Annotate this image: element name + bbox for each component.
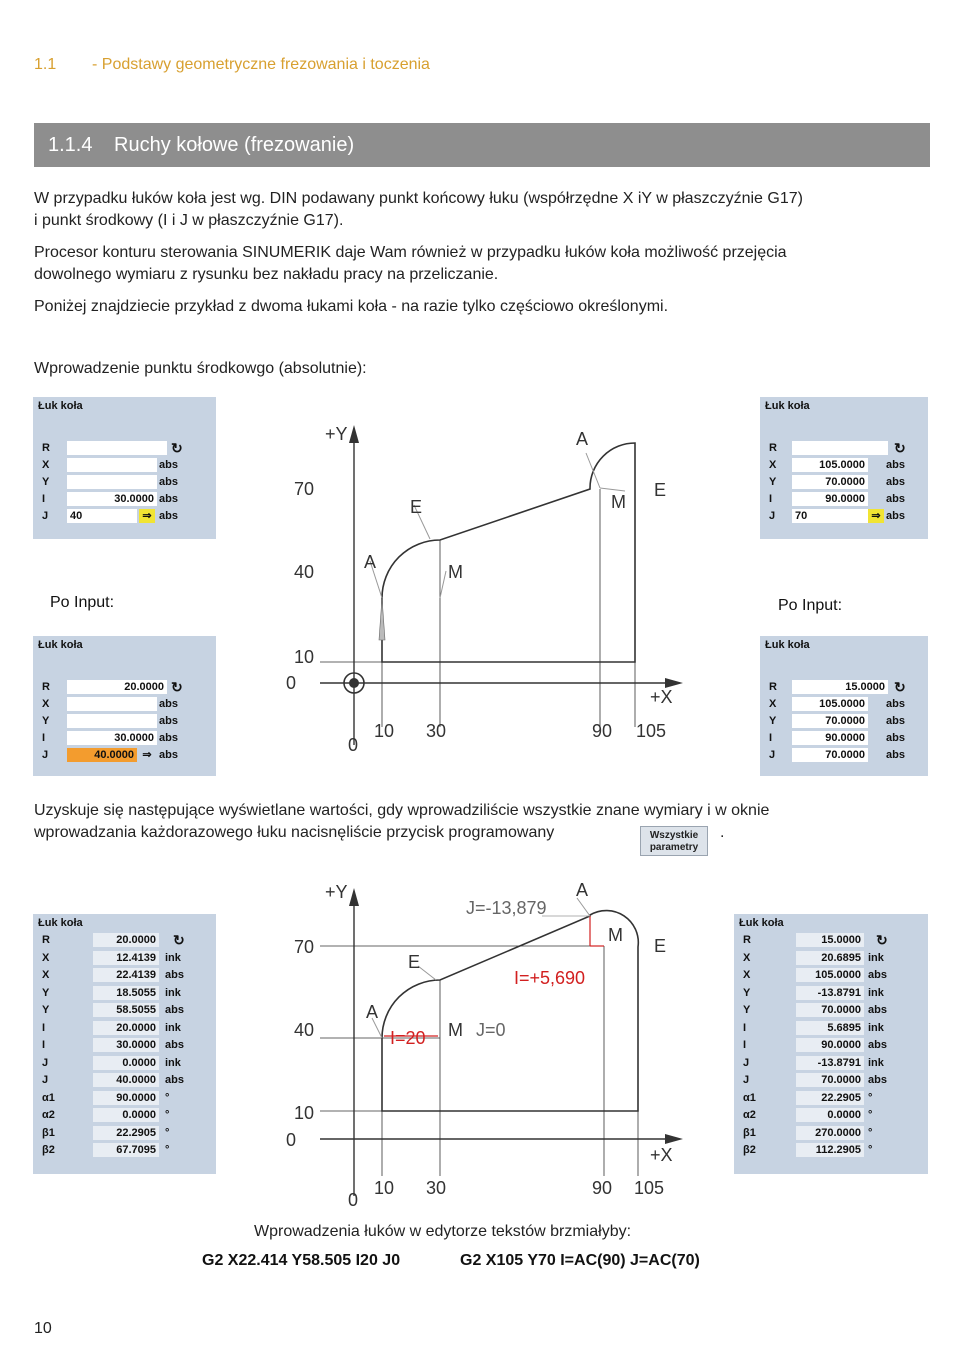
y-axis-arrow <box>349 425 359 443</box>
toggle-icon[interactable]: ⇒ <box>139 748 155 762</box>
label-a-low: A <box>366 1002 379 1022</box>
label-y40: 40 <box>294 1020 315 1040</box>
field-value[interactable]: 20.0000 <box>93 1021 159 1035</box>
field-value[interactable]: -13.8791 <box>796 1056 864 1070</box>
label-e-mid: E <box>410 497 423 517</box>
row-label: X <box>743 951 751 964</box>
panel-row <box>33 1108 216 1123</box>
label-x90: 90 <box>592 721 613 741</box>
label-x10: 10 <box>374 1178 395 1198</box>
contour-drawing-1 <box>280 415 700 760</box>
label-m-top: M <box>608 925 623 945</box>
row-label: Y <box>743 1004 751 1016</box>
panel-row <box>33 1056 216 1071</box>
unit-i[interactable]: abs <box>159 493 178 505</box>
field-value[interactable]: 90.0000 <box>93 1091 159 1105</box>
panel-row <box>734 1073 928 1088</box>
unit-label[interactable]: ink <box>165 1056 181 1069</box>
unit-label[interactable]: abs <box>868 969 887 981</box>
row-label: Y <box>743 986 751 999</box>
po-input-label-right: Po Input: <box>778 597 843 614</box>
unit-label[interactable]: abs <box>868 1004 887 1016</box>
po-input-label-left: Po Input: <box>50 594 115 611</box>
field-value[interactable]: 22.4139 <box>93 968 159 982</box>
field-x[interactable]: 105.0000 <box>792 697 868 711</box>
label-m-low: M <box>448 1020 463 1040</box>
chapter-title: - Podstawy geometryczne frezowania i toczenia <box>92 56 430 73</box>
field-value[interactable]: 105.0000 <box>796 968 864 982</box>
label-i-pos: I=+5,690 <box>514 968 586 988</box>
arc-panel-6 <box>734 914 928 1174</box>
nc-code-2: G2 X105 Y70 I=AC(90) J=AC(70) <box>460 1252 700 1269</box>
unit-j[interactable]: abs <box>886 510 905 522</box>
label-x90: 90 <box>592 1178 613 1198</box>
row-label: R <box>743 934 751 946</box>
field-value[interactable]: 70.0000 <box>796 1073 864 1087</box>
chapter-heading <box>34 56 430 74</box>
row-label: J <box>743 1056 750 1069</box>
panel-title: Łuk koła <box>765 639 810 651</box>
row-label: β2 <box>743 1144 756 1156</box>
panel-row <box>734 1108 928 1123</box>
unit-label[interactable]: ° <box>165 1091 170 1104</box>
label-y0: 0 <box>286 1130 297 1150</box>
field-value[interactable]: 70.0000 <box>796 1003 864 1017</box>
unit-label[interactable]: ink <box>868 951 884 964</box>
label-m-top: M <box>611 492 626 512</box>
unit-label[interactable]: abs <box>165 1004 184 1016</box>
x-axis-arrow <box>665 1134 683 1144</box>
unit-j[interactable]: abs <box>159 510 178 522</box>
all-parameters-softkey[interactable] <box>640 826 708 856</box>
row-label: Y <box>42 1004 50 1016</box>
label-a-top: A <box>576 429 589 449</box>
row-label: J <box>42 1056 49 1069</box>
direction-arrow <box>379 598 385 640</box>
label-e-right: E <box>654 936 667 956</box>
field-value[interactable]: 12.4139 <box>93 951 159 965</box>
paragraph-5-period: . <box>720 824 725 841</box>
label-e-mid: E <box>408 952 421 972</box>
unit-y[interactable]: abs <box>886 476 905 488</box>
label-y0: 0 <box>286 673 297 693</box>
paragraph-2-line-1: Procesor konturu sterowania SINUMERIK daje Wam również w przypadku łuków koła możliwość przejęcia <box>34 244 787 261</box>
field-i[interactable]: 90.0000 <box>792 492 868 506</box>
row-label: I <box>743 1021 747 1034</box>
paragraph-1-line-1: W przypadku łuków koła jest wg. DIN podawany punkt końcowy łuku (współrzędne X iY w płaszczyźnie G17) <box>34 190 803 207</box>
field-j[interactable]: 40.0000 <box>67 748 137 762</box>
field-value[interactable]: 67.7095 <box>93 1143 159 1157</box>
label-x0: 0 <box>348 735 359 755</box>
field-value[interactable]: -13.8791 <box>796 986 864 1000</box>
label-plus-x: +X <box>650 1145 673 1165</box>
paragraph-2 <box>34 242 787 286</box>
unit-label[interactable]: abs <box>165 1039 184 1051</box>
field-i[interactable]: 90.0000 <box>792 731 868 745</box>
panel-row <box>33 933 216 948</box>
unit-label[interactable]: abs <box>868 1039 887 1051</box>
unit-label[interactable]: abs <box>868 1074 887 1086</box>
field-r[interactable]: 15.0000 <box>792 680 888 694</box>
panel-title: Łuk koła <box>38 639 83 651</box>
arc-panel-4: Łuk koła R 15.0000 ↻ X 105.0000 abs Y 70.0000 abs I 90.0000 abs J 70.0000 abs <box>760 636 928 776</box>
panel-row <box>33 986 216 1001</box>
field-value[interactable]: 40.0000 <box>93 1073 159 1087</box>
panel-row <box>33 1038 216 1053</box>
label-j0: J=0 <box>476 1020 506 1040</box>
row-label: α1 <box>743 1091 756 1104</box>
row-label: α2 <box>743 1109 756 1121</box>
unit-label[interactable]: ° <box>868 1109 873 1121</box>
field-y[interactable]: 70.0000 <box>792 714 868 728</box>
panel-row <box>33 1003 216 1018</box>
unit-label[interactable]: ink <box>868 986 884 999</box>
field-value[interactable]: 15.0000 <box>796 933 864 947</box>
y-axis-arrow <box>349 888 359 906</box>
field-value[interactable]: 0.0000 <box>93 1108 159 1122</box>
unit-label[interactable]: abs <box>165 969 184 981</box>
paragraph-4: Wprowadzenie punktu środkowgo (absolutnie): <box>34 360 367 377</box>
field-y[interactable]: 70.0000 <box>792 475 868 489</box>
field-i[interactable]: 30.0000 <box>67 492 157 506</box>
field-value[interactable]: 0.0000 <box>93 1056 159 1070</box>
label-x105: 105 <box>634 1178 665 1198</box>
unit-label[interactable]: ° <box>868 1126 873 1139</box>
unit-x[interactable]: abs <box>886 698 905 710</box>
panel-row <box>734 968 928 983</box>
label-plus-y: +Y <box>325 424 348 444</box>
row-label: X <box>743 969 751 981</box>
row-label: β2 <box>42 1144 55 1156</box>
panel-title: Łuk koła <box>739 917 784 929</box>
panel-row <box>734 1003 928 1018</box>
panel-row <box>734 1021 928 1036</box>
unit-j[interactable]: abs <box>886 749 905 761</box>
unit-label[interactable]: ° <box>165 1109 170 1121</box>
field-x[interactable]: 105.0000 <box>792 458 868 472</box>
unit-x[interactable]: abs <box>159 459 178 471</box>
rotation-toggle-icon[interactable]: ↻ <box>171 679 183 695</box>
row-label-r: R <box>42 442 50 454</box>
unit-j[interactable]: abs <box>159 749 178 761</box>
label-y10: 10 <box>294 647 315 667</box>
field-value[interactable]: 30.0000 <box>93 1038 159 1052</box>
field-value[interactable]: 5.6895 <box>796 1021 864 1035</box>
panel-title: Łuk koła <box>38 400 83 412</box>
row-label: J <box>42 1074 49 1086</box>
panel-row <box>33 1126 216 1141</box>
field-r[interactable]: 20.0000 <box>67 680 167 694</box>
panel-row <box>33 951 216 966</box>
field-value[interactable]: 112.2905 <box>796 1143 864 1157</box>
unit-i[interactable]: abs <box>159 732 178 744</box>
paragraph-2-line-2: dowolnego wymiaru z rysunku bez nakładu pracy na przeliczanie. <box>34 266 499 283</box>
row-label: I <box>42 1039 46 1051</box>
row-label: β1 <box>743 1126 756 1139</box>
paragraph-5-line-1: Uzyskuje się następujące wyświetlane wartości, gdy wprowadziliście wszystkie znane wymiary i w oknie <box>34 802 770 819</box>
panel-row <box>33 1021 216 1036</box>
panel-row <box>33 1073 216 1088</box>
label-x30: 30 <box>426 721 447 741</box>
page-number: 10 <box>34 1320 52 1337</box>
arc-panel-3: Łuk koła R 20.0000 ↻ X abs Y abs I 30.0000 abs J 40.0000 ⇒ abs <box>33 636 216 776</box>
field-value[interactable]: 90.0000 <box>796 1038 864 1052</box>
editor-caption: Wprowadzenia łuków w edytorze tekstów brzmiałyby: <box>254 1223 632 1240</box>
label-plus-x: +X <box>650 687 673 707</box>
row-label: β1 <box>42 1126 55 1139</box>
field-value[interactable]: 18.5055 <box>93 986 159 1000</box>
unit-label[interactable]: ink <box>868 1021 884 1034</box>
unit-label[interactable]: ° <box>165 1126 170 1139</box>
rotation-toggle-icon[interactable]: ↻ <box>171 440 183 456</box>
label-a-top: A <box>576 880 589 900</box>
field-j[interactable]: 40 <box>67 509 137 523</box>
field-value[interactable]: 20.0000 <box>93 933 159 947</box>
rotation-toggle-icon[interactable]: ↻ <box>173 932 185 948</box>
nc-code-1: G2 X22.414 Y58.505 I20 J0 <box>202 1252 401 1269</box>
arc-panel-1: Łuk koła R ↻ X abs Y abs I 30.0000 abs J 40 ⇒ abs <box>33 397 216 539</box>
field-r[interactable] <box>792 441 888 455</box>
field-value[interactable]: 58.5055 <box>93 1003 159 1017</box>
field-value[interactable]: 0.0000 <box>796 1108 864 1122</box>
unit-label[interactable]: ° <box>868 1144 873 1156</box>
paragraph-1 <box>34 188 803 232</box>
contour-line <box>382 443 635 662</box>
contour-line <box>382 911 638 1111</box>
label-x0: 0 <box>348 1190 359 1210</box>
panel-row <box>33 968 216 983</box>
panel-row <box>734 951 928 966</box>
row-label: X <box>42 951 50 964</box>
unit-label[interactable]: ink <box>165 951 181 964</box>
unit-label[interactable]: ink <box>165 1021 181 1034</box>
label-x30: 30 <box>426 1178 447 1198</box>
unit-x[interactable]: abs <box>159 698 178 710</box>
unit-label[interactable]: ink <box>165 986 181 999</box>
rotation-toggle-icon[interactable]: ↻ <box>876 932 888 948</box>
unit-label[interactable]: ° <box>165 1144 170 1156</box>
label-y10: 10 <box>294 1103 315 1123</box>
panel-title: Łuk koła <box>765 400 810 412</box>
rotation-toggle-icon[interactable]: ↻ <box>894 679 906 695</box>
unit-i[interactable]: abs <box>886 493 905 505</box>
arc-panel-2: Łuk koła R ↻ X 105.0000 abs Y 70.0000 abs I 90.0000 abs J 70 ⇒ abs <box>760 397 928 539</box>
unit-i[interactable]: abs <box>886 732 905 744</box>
label-y70: 70 <box>294 937 315 957</box>
row-label: I <box>743 1039 747 1051</box>
unit-label[interactable]: ink <box>868 1056 884 1069</box>
section-number: 1.1.4 <box>48 134 93 156</box>
softkey-line-2: parametry <box>649 842 699 853</box>
label-y40: 40 <box>294 562 315 582</box>
field-i[interactable]: 30.0000 <box>67 731 157 745</box>
rotation-toggle-icon[interactable]: ↻ <box>894 440 906 456</box>
field-y[interactable] <box>67 714 157 728</box>
unit-y[interactable]: abs <box>159 476 178 488</box>
row-label: J <box>743 1074 750 1086</box>
panel-row <box>734 986 928 1001</box>
unit-y[interactable]: abs <box>159 715 178 727</box>
label-i20: I=20 <box>390 1028 426 1048</box>
toggle-icon[interactable]: ⇒ <box>139 509 155 523</box>
field-value[interactable]: 20.6895 <box>796 951 864 965</box>
panel-row <box>734 1143 928 1158</box>
row-label: Y <box>42 986 50 999</box>
label-j-neg: J=-13,879 <box>466 898 547 918</box>
field-j[interactable]: 70 <box>792 509 868 523</box>
toggle-icon[interactable]: ⇒ <box>868 509 884 523</box>
field-j[interactable]: 70.0000 <box>792 748 868 762</box>
field-value[interactable]: 22.2905 <box>93 1126 159 1140</box>
label-x105: 105 <box>636 721 667 741</box>
panel-row <box>734 1038 928 1053</box>
panel-row <box>734 1091 928 1106</box>
field-y[interactable] <box>67 475 157 489</box>
panel-row <box>734 1126 928 1141</box>
row-label: R <box>42 934 50 946</box>
field-value[interactable]: 22.2905 <box>796 1091 864 1105</box>
softkey-line-1: Wszystkie <box>649 830 699 841</box>
panel-row <box>734 1056 928 1071</box>
field-r[interactable] <box>67 441 167 455</box>
arc-panel-5 <box>33 914 216 1174</box>
unit-label[interactable]: ° <box>868 1091 873 1104</box>
section-title: Ruchy kołowe (frezowanie) <box>114 134 355 156</box>
contour-drawing-2 <box>280 876 700 1216</box>
unit-label[interactable]: abs <box>165 1074 184 1086</box>
label-x10: 10 <box>374 721 395 741</box>
row-label: α1 <box>42 1091 55 1104</box>
label-m-low: M <box>448 562 463 582</box>
label-y70: 70 <box>294 479 315 499</box>
panel-row <box>33 1143 216 1158</box>
paragraph-5-line-2: wprowadzania każdorazowego łuku nacisnęliście przycisk programowany <box>34 824 555 841</box>
section-title-bar <box>34 123 930 167</box>
unit-y[interactable]: abs <box>886 715 905 727</box>
field-x[interactable] <box>67 458 157 472</box>
paragraph-1-line-2: i punkt środkowy (I i J w płaszczyźnie G17). <box>34 212 344 229</box>
field-x[interactable] <box>67 697 157 711</box>
row-label: I <box>42 1021 46 1034</box>
label-e-right: E <box>654 480 667 500</box>
paragraph-3: Poniżej znajdziecie przykład z dwoma łukami koła - na razie tylko częściowo określonymi. <box>34 298 669 315</box>
label-a-low: A <box>364 552 377 572</box>
label-plus-y: +Y <box>325 882 348 902</box>
unit-x[interactable]: abs <box>886 459 905 471</box>
panel-title: Łuk koła <box>38 917 83 929</box>
panel-row <box>33 1091 216 1106</box>
field-value[interactable]: 270.0000 <box>796 1126 864 1140</box>
row-label: X <box>42 969 50 981</box>
panel-row <box>734 933 928 948</box>
row-label: α2 <box>42 1109 55 1121</box>
chapter-number: 1.1 <box>34 56 57 73</box>
